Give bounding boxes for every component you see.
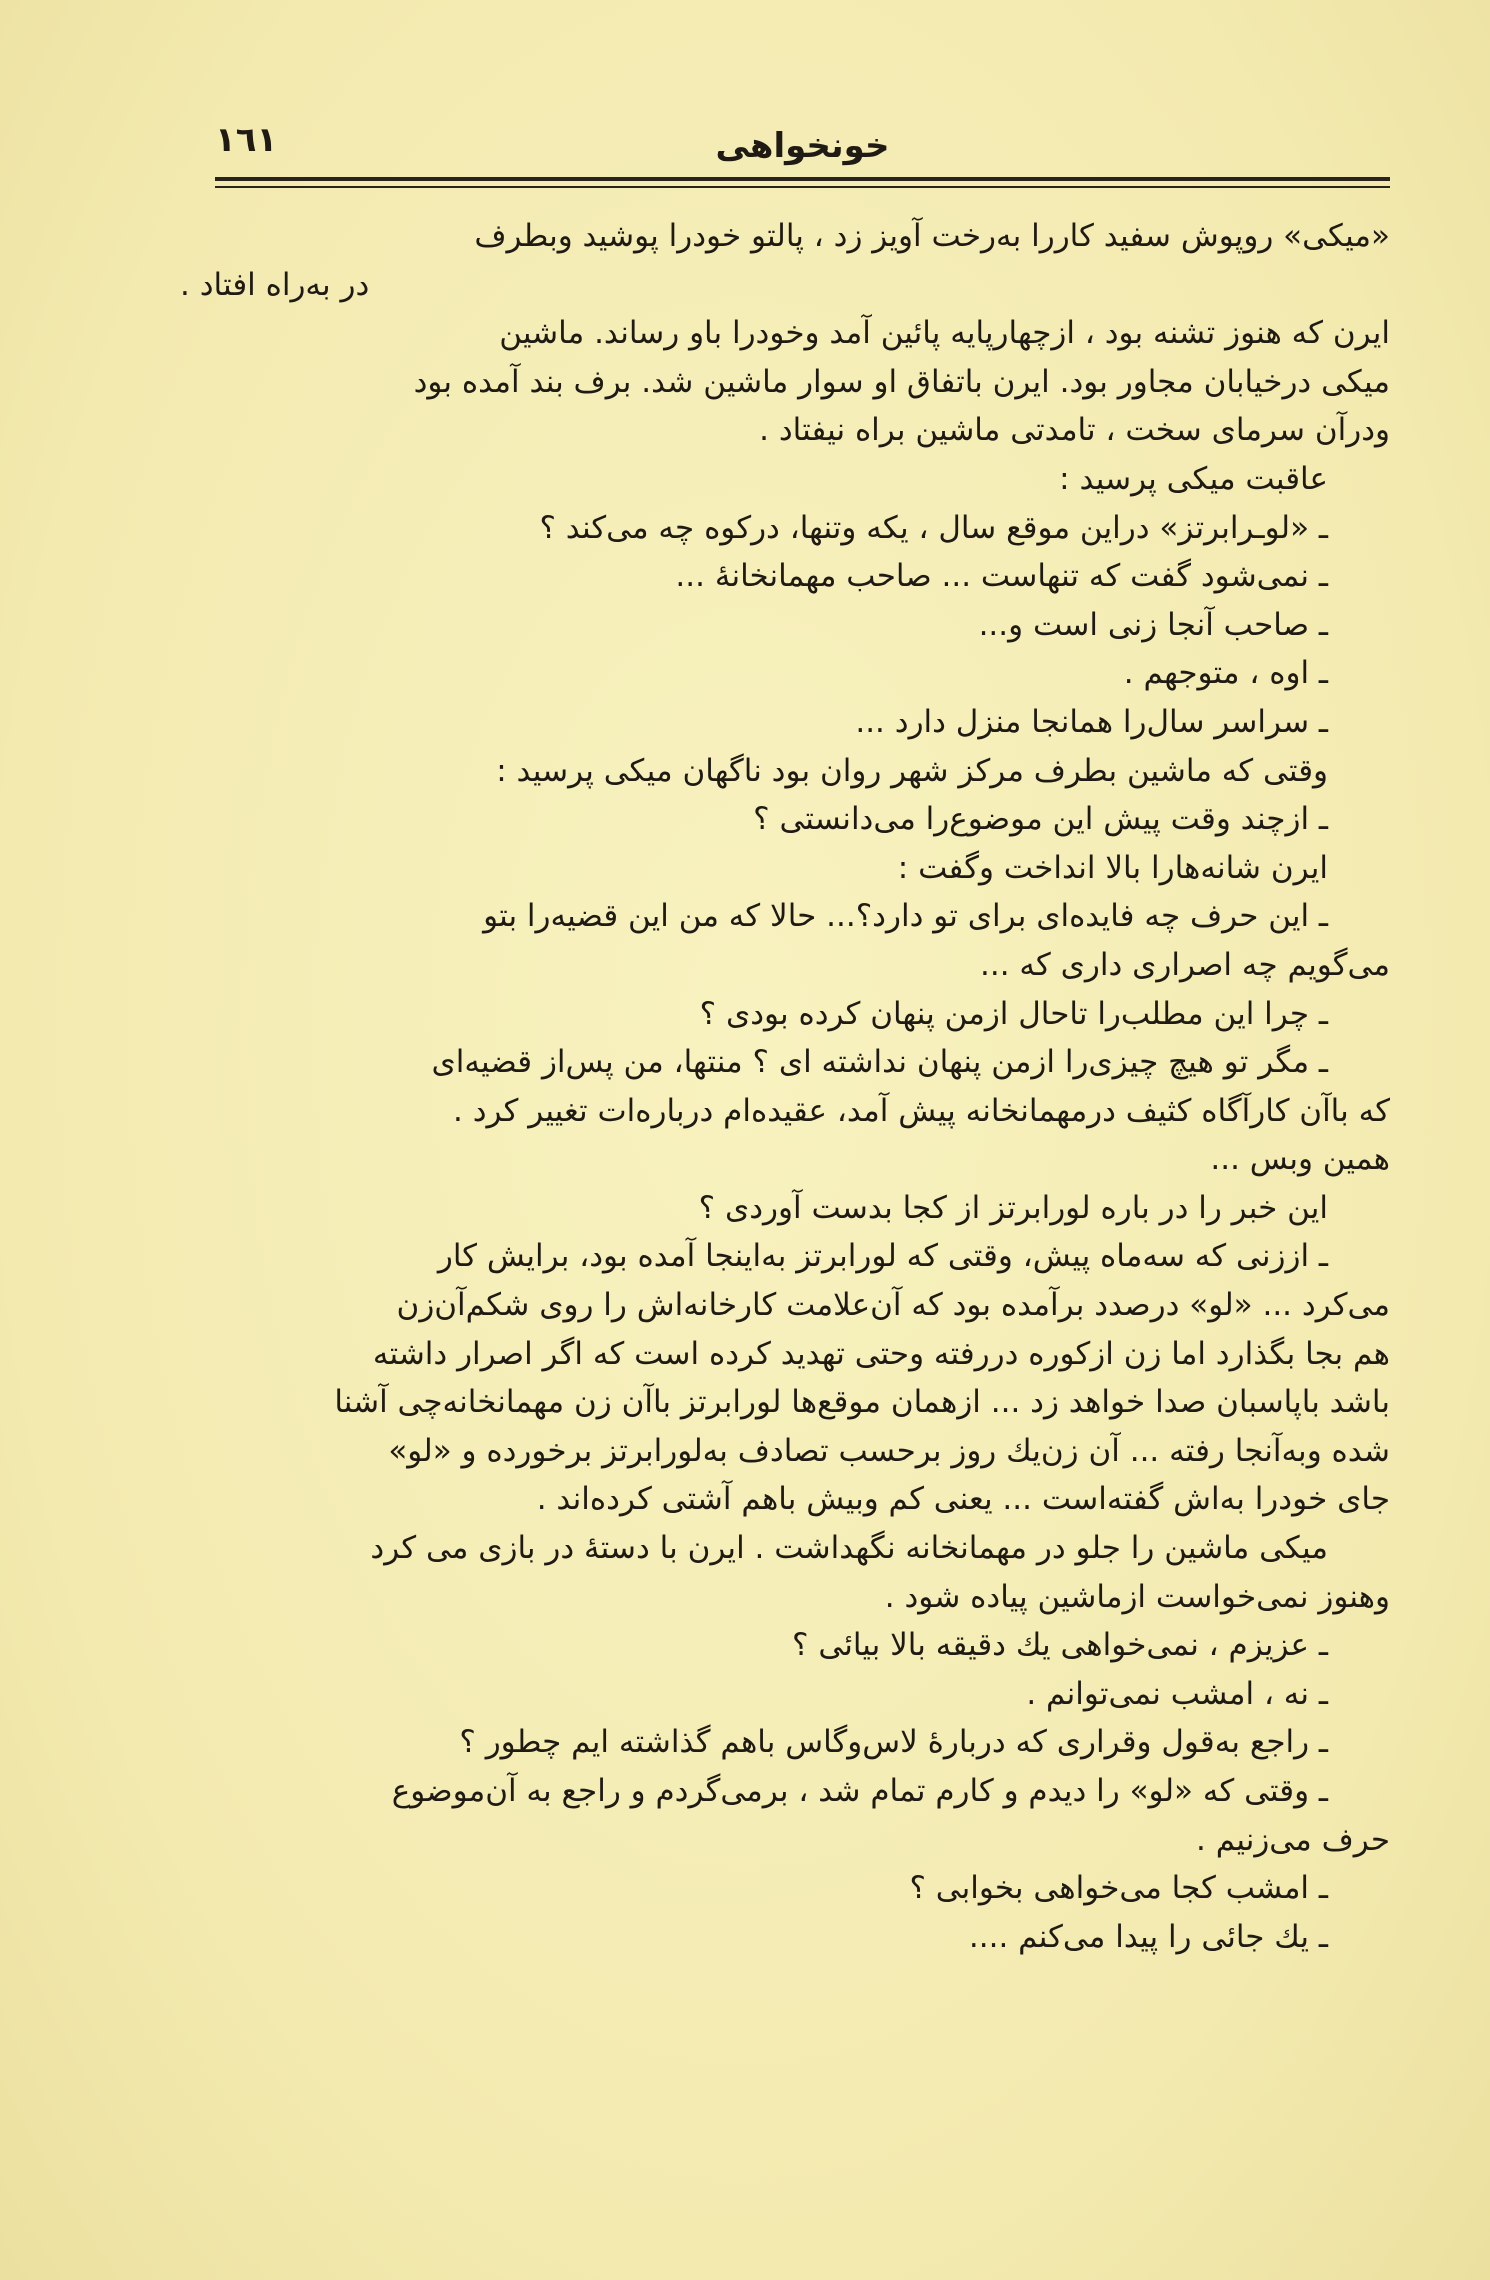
text-line: ـ ازچند وقت پیش این موضوع‌را می‌دانستی ؟ [753, 801, 1328, 838]
text-line: که باآن کارآگاه کثیف درمهمانخانه پیش آمد، عقیده‌ام دربارە‌ات تغییر کرد . [452, 1092, 1390, 1129]
text-line: ودرآن سرمای سخت ، تامدتی ماشین براه نیفتاد . [759, 412, 1390, 449]
text-line: ـ امشب کجا می‌خواهی بخوابی ؟ [909, 1870, 1328, 1907]
text-line: حرف می‌زنیم . [1196, 1821, 1390, 1858]
text-line: ـ چرا این مطلب‌را تاحال ازمن پنهان کرده بودی ؟ [699, 995, 1328, 1032]
text-line: وهنوز نمی‌خواست ازماشین پیاده شود . [884, 1578, 1390, 1615]
text-line: عاقبت میکی پرسید : [1059, 460, 1328, 497]
text-line: ـ صاحب آنجا زنی است و... [978, 606, 1328, 643]
header-rule-thin [215, 186, 1390, 188]
text-line: ـ این حرف چه فایده‌ای برای تو دارد؟... حالا که من این قضیه‌را بتو [483, 898, 1328, 935]
page-number: ١٦١ [215, 120, 278, 160]
text-line: ـ نمی‌شود گفت که تنهاست ... صاحب مهمانخانهٔ ... [675, 558, 1328, 595]
text-line: ـ مگر تو هیچ چیزی‌را ازمن پنهان نداشته ای ؟ منتها، من پس‌از قضیه‌ای [431, 1044, 1328, 1081]
text-line: ـ اززنی که سه‌ماه پیش، وقتی که لورابرتز به‌اینجا آمده بود، برایش کار [437, 1238, 1328, 1275]
text-line: ایرن شانه‌هارا بالا انداخت وگفت : [897, 849, 1328, 886]
text-line: در بەراه افتاد . [180, 266, 370, 303]
text-line: وقتی که ماشین بطرف مرکز شهر روان بود ناگهان میکی پرسید : [496, 752, 1328, 789]
text-line: می‌کرد ... «لو» درصدد برآمده بود که آن‌علامت کارخانه‌اش را روی شکم‌آن‌زن [396, 1287, 1390, 1324]
page-header [215, 120, 1390, 180]
text-line: شده وبه‌آنجا رفته ... آن زن‌یك روز برحسب تصادف به‌لورابرتز برخورده و «لو» [388, 1432, 1390, 1469]
text-line: ـ عزیزم ، نمی‌خواهی یك دقیقه بالا بیائی ؟ [792, 1627, 1328, 1664]
text-line: جای خودرا بەاش گفته‌است ... یعنی کم وبیش باهم آشتی کرده‌اند . [536, 1481, 1390, 1518]
text-line: این خبر را در باره لورابرتز از کجا بدست آوردی ؟ [698, 1189, 1328, 1226]
running-title: خونخواهی [715, 126, 890, 166]
text-line: ـ اوه ، متوجهم . [1123, 655, 1328, 692]
header-rule-thick [215, 177, 1390, 181]
text-line: ایرن که هنوز تشنه بود ، ازچهارپایه پائین آمد وخودرا باو رساند. ماشین [499, 315, 1390, 352]
text-line: میکی درخیابان مجاور بود. ایرن باتفاق او سوار ماشین شد. برف بند آمده بود [413, 363, 1390, 400]
body-text [180, 212, 1390, 1961]
text-line: هم بجا بگذارد اما زن ازکوره دررفته وحتی تهدید کرده است که اگر اصرار داشته [372, 1335, 1390, 1372]
text-line: ـ نه ، امشب نمی‌توانم . [1026, 1675, 1328, 1712]
text-line: ـ سراسر سال‌را همانجا منزل دارد ... [855, 703, 1328, 740]
text-line: ـ وقتی که «لو» را دیدم و کارم تمام شد ، برمی‌گردم و راجع به آن‌موضوع [391, 1773, 1328, 1809]
text-line: ـ راجع به‌قول وقراری که دربارهٔ لاس‌وگاس باهم گذاشته ایم چطور ؟ [459, 1724, 1328, 1761]
text-line: باشد باپاسبان صدا خواهد زد ... ازهمان موقع‌ها لورابرتز باآن زن مهمانخانه‌چی آشنا [334, 1384, 1390, 1421]
text-line: همین وبس ... [1210, 1141, 1390, 1178]
text-line: می‌گویم چه اصراری داری که ... [979, 946, 1390, 983]
text-line: ـ یك جائی را پیدا می‌کنم .... [968, 1918, 1328, 1955]
text-line: ـ «لو‌ـرابرتز» دراین موقع سال ، یکه وتنها، درکوه چه می‌کند ؟ [539, 509, 1328, 546]
text-line: میکی ماشین را جلو در مهمانخانه نگهداشت . ایرن با دستهٔ در بازی می کرد [370, 1530, 1328, 1567]
text-line: «میکی» روپوش سفید کاررا بەرخت آویز زد ، پالتو خودرا پوشید وبطرف [474, 218, 1390, 254]
